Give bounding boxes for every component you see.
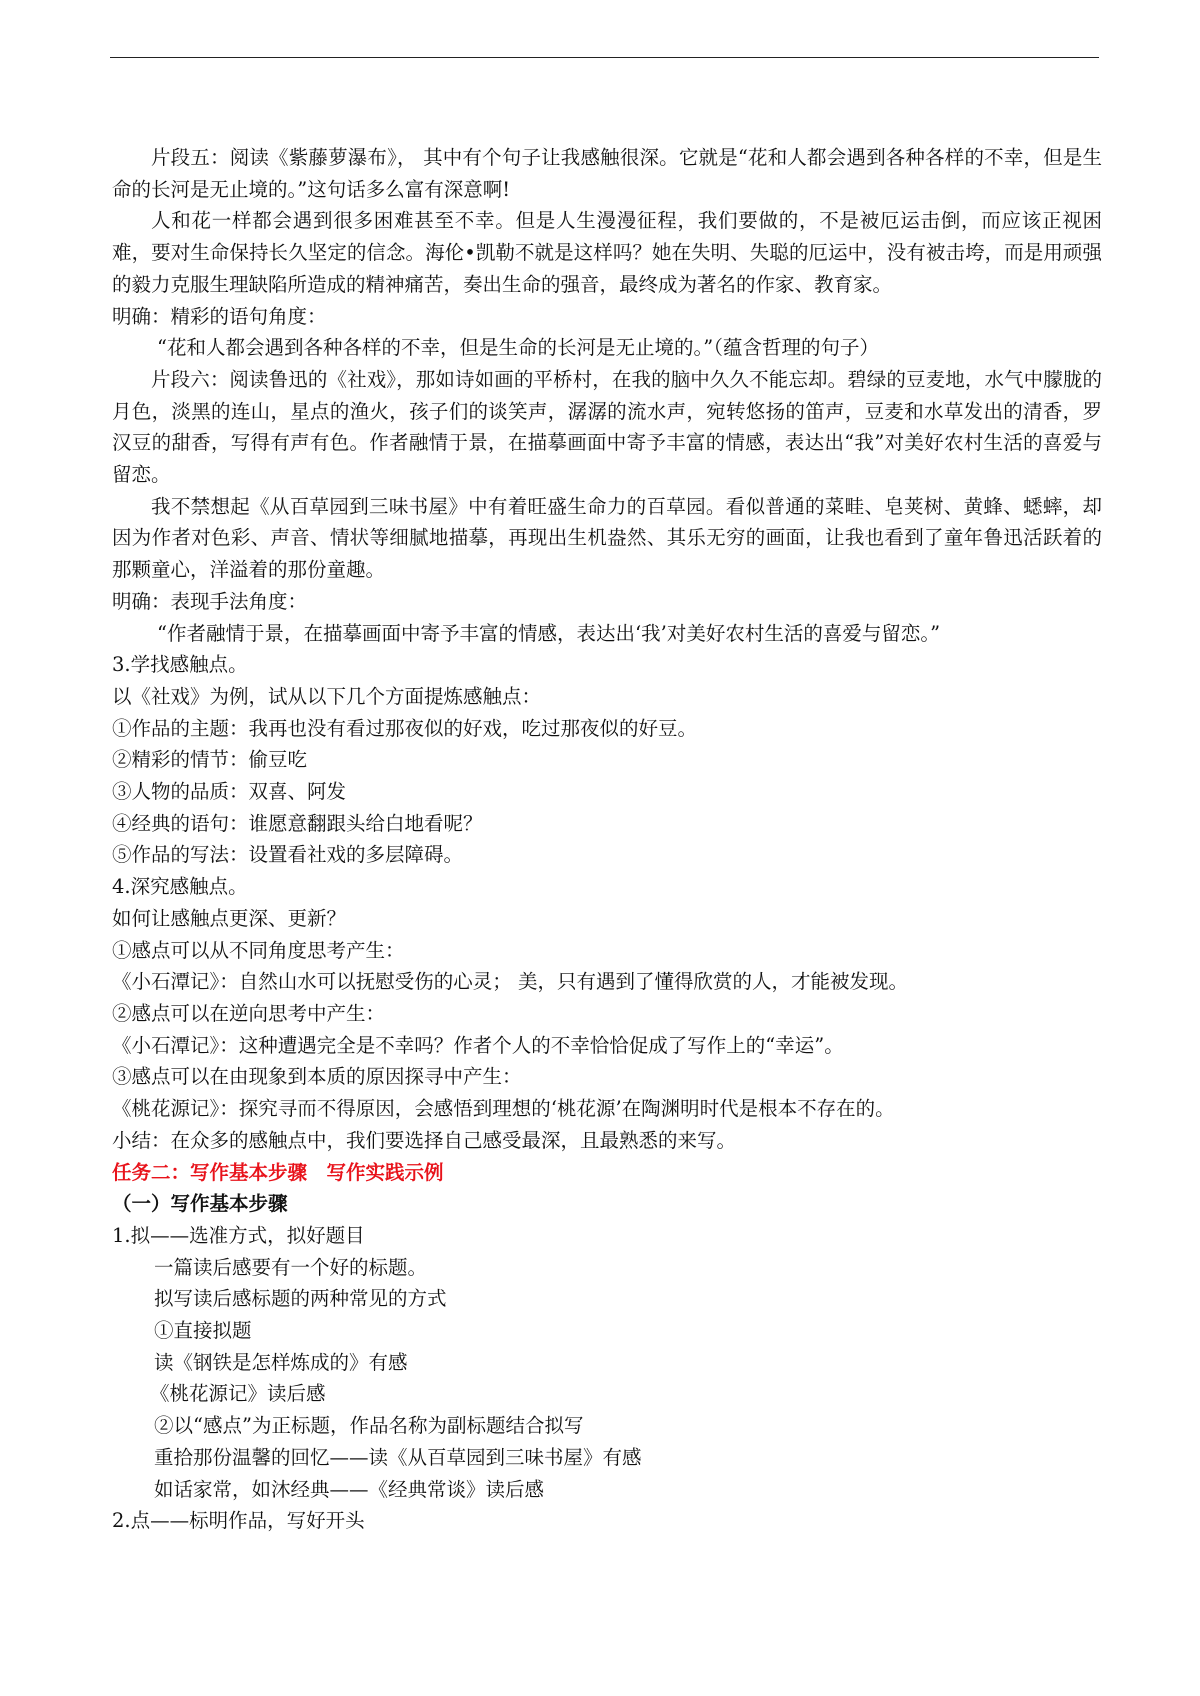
list-item-example: 《小石潭记》：这种遭遇完全是不幸吗？作者个人的不幸恰恰促成了写作上的“幸运”。	[112, 1033, 844, 1057]
clarify-2: 明确：表现手法角度：	[112, 589, 308, 613]
step-1-line: ①直接拟题	[154, 1319, 252, 1343]
list-item: ③人物的品质：双喜、阿发	[112, 780, 347, 804]
fragment-5-body: 人和花一样都会遇到很多困难甚至不幸。但是人生漫漫征程，我们要做的，不是被厄运击倒，而应该正视困难，要对生命保持长久坚定的信念。海伦•凯勒不就是这样吗？她在失明、失聪的厄运中，没有被击垮，而是用顽强的毅力克服生理缺陷所造成的精神痛苦，奏出生命的强音，最终成为著名的作家、教育家。	[112, 209, 1102, 296]
quote-1: “花和人都会遇到各种各样的不幸，但是生命的长河是无止境的。”（蕴含哲理的句子）	[157, 336, 879, 360]
section-3-intro: 以《社戏》为例，试从以下几个方面提炼感触点：	[112, 684, 542, 708]
step-1-line: 重拾那份温馨的回忆——读《从百草园到三味书屋》有感	[154, 1445, 642, 1469]
section-3-heading: 3.学找感触点。	[112, 653, 248, 677]
list-item: ⑤作品的写法：设置看社戏的多层障碍。	[112, 843, 464, 867]
fragment-5: 片段五：阅读《紫藤萝瀑布》， 其中有个句子让我感触很深。它就是“花和人都会遇到各种各样的不幸，但是生命的长河是无止境的。”这句话多么富有深意啊!	[112, 146, 1102, 201]
list-item: ①作品的主题：我再也没有看过那夜似的好戏，吃过那夜似的好豆。	[112, 716, 698, 740]
step-1-line: 一篇读后感要有一个好的标题。	[154, 1255, 428, 1279]
step-1-line: 如话家常，如沐经典——《经典常谈》读后感	[154, 1477, 545, 1501]
step-2-heading: 2.点——标明作品，写好开头	[112, 1509, 365, 1533]
list-item: ②感点可以在逆向思考中产生：	[112, 1001, 386, 1025]
step-1-line: ②以“感点”为正标题，作品名称为副标题结合拟写	[154, 1414, 584, 1438]
section-4-question: 如何让感触点更深、更新？	[112, 906, 347, 930]
section-4-heading: 4.深究感触点。	[112, 875, 248, 899]
summary: 小结：在众多的感触点中，我们要选择自己感受最深，且最熟悉的来写。	[112, 1128, 737, 1152]
list-item-example: 《小石潭记》：自然山水可以抚慰受伤的心灵； 美，只有遇到了懂得欣赏的人，才能被发现。	[112, 970, 908, 994]
step-1-line: 读《钢铁是怎样炼成的》有感	[154, 1350, 408, 1374]
task-2-heading: 任务二：写作基本步骤 写作实践示例	[112, 1160, 444, 1184]
quote-2: “作者融情于景，在描摹画面中寄予丰富的情感，表达出‘我’对美好农村生活的喜爱与留恋。”	[157, 621, 941, 645]
step-1-heading: 1.拟——选准方式，拟好题目	[112, 1223, 365, 1247]
document-body	[112, 142, 1102, 1537]
part-1-heading: （一）写作基本步骤	[112, 1192, 288, 1216]
fragment-6-body: 我不禁想起《从百草园到三味书屋》中有着旺盛生命力的百草园。看似普通的菜畦、皂荚树、黄蜂、蟋蟀，却因为作者对色彩、声音、情状等细腻地描摹，再现出生机盎然、其乐无穷的画面，让我也看到了童年鲁迅活跃着的那颗童心，洋溢着的那份童趣。	[112, 494, 1102, 582]
step-1-line: 《桃花源记》读后感	[150, 1382, 326, 1406]
list-item-example: 《桃花源记》：探究寻而不得原因，会感悟到理想的‘桃花源’在陶渊明时代是根本不存在的。	[112, 1097, 895, 1121]
list-item: ②精彩的情节：偷豆吃	[112, 748, 308, 772]
list-item: ④经典的语句：谁愿意翻跟头给白地看呢？	[112, 811, 483, 835]
header-rule	[110, 57, 1099, 58]
list-item: ①感点可以从不同角度思考产生：	[112, 938, 405, 962]
fragment-6: 片段六：阅读鲁迅的《社戏》，那如诗如画的平桥村，在我的脑中久久不能忘却。碧绿的豆麦地，水气中朦胧的月色，淡黑的连山，星点的渔火，孩子们的谈笑声，潺潺的流水声，宛转悠扬的笛声，豆麦和水草发出的清香，罗汉豆的甜香，写得有声有色。作者融情于景，在描摹画面中寄予丰富的情感，表达出“我”对美好农村生活的喜爱与留恋。	[112, 367, 1102, 487]
clarify-1: 明确：精彩的语句角度：	[112, 304, 327, 328]
step-1-line: 拟写读后感标题的两种常见的方式	[154, 1287, 447, 1311]
list-item: ③感点可以在由现象到本质的原因探寻中产生：	[112, 1065, 522, 1089]
